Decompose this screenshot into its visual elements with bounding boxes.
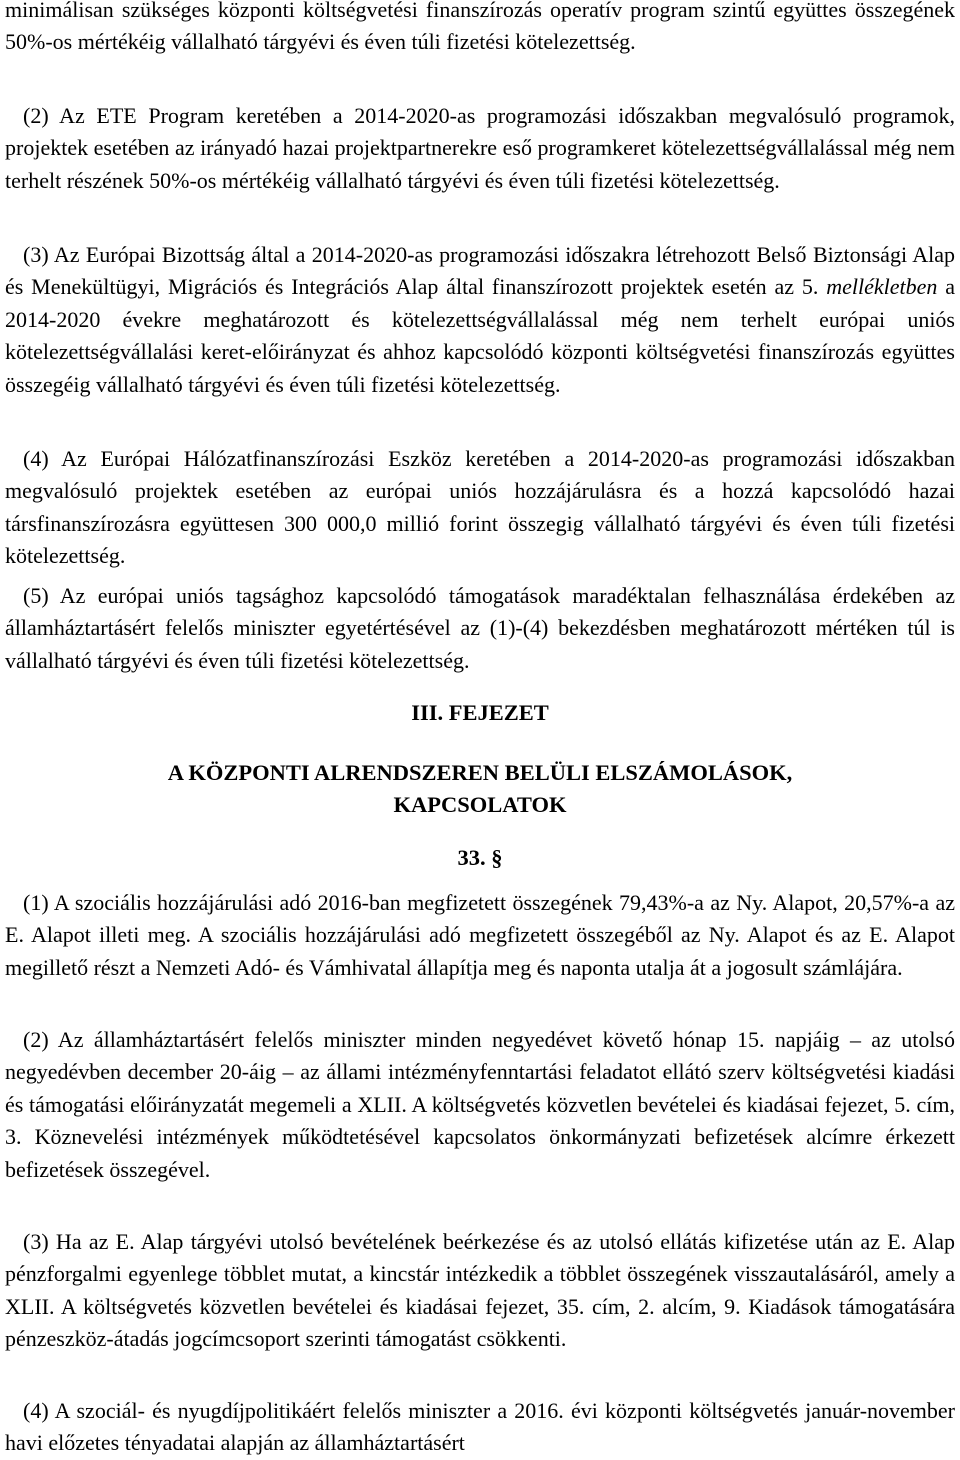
- section-paragraph-1: (1) A szociális hozzájárulási adó 2016-ban megfizetett összegének 79,43%-a az Ny. Alapot, 20,57%-a az E. Alapot illeti meg. A szociális hozzájárulási adó megfizetett összegéből az Ny. Alapot és az E. Alapot megillető részt a Nemzeti Adó- és Vámhivatal állapítja meg és naponta utalja át a jogosult számlájára.: [5, 890, 955, 980]
- paragraph-5: (5) Az európai uniós tagsághoz kapcsolódó támogatások maradéktalan felhasználása érdekében az államháztartásért felelős miniszter egyetértésével az (1)-(4) bekezdésben meghatározott mértéken túl is vállalható tárgyévi és éven túli fizetési kötelezettség.: [5, 583, 955, 673]
- chapter-title-line-1: A KÖZPONTI ALRENDSZEREN BELÜLI ELSZÁMOLÁSOK,: [167, 760, 793, 785]
- section-paragraph-2: (2) Az államháztartásért felelős miniszter minden negyedévet követő hónap 15. napjáig – az utolsó negyedévben december 20-áig – az állami intézményfenntartási feladatot ellátó szerv költségvetési kiadási és támogatási előirányzatát megemeli a XLII. A költségvetés közvetlen bevételei és kiadásai fejezet, 5. cím, 3. Köznevelési intézmények működtetésével kapcsolatos önkormányzati befizetések alcímre érkezett befizetések összegével.: [5, 1027, 955, 1182]
- paragraph-3: [5, 239, 955, 401]
- paragraph-4: (4) Az Európai Hálózatfinanszírozási Eszköz keretében a 2014-2020-as programozási időszakban megvalósuló projektek esetében az európai uniós hozzájárulásra és a hozzá kapcsolódó hazai társfinanszírozásra együttesen 300 000,0 millió forint összegig vállalható tárgyévi és éven túli fizetési kötelezettség.: [5, 446, 955, 569]
- paragraph-3-italic: mellékletben: [826, 274, 938, 300]
- section-paragraph-3: (3) Ha az E. Alap tárgyévi utolsó bevételének beérkezése és az utolsó ellátás kifizetése után az E. Alap pénzforgalmi egyenlege többlet mutat, a kincstár intézkedik a többlet összegének visszautalásáról, amely a XLII. A költségvetés közvetlen bevételei és kiadásai fejezet, 35. cím, 2. alcím, 9. Kiadások támogatására pénzeszköz-átadás jogcímcsoport szerinti támogatást csökkenti.: [5, 1229, 955, 1352]
- paragraph-3-text-a: (3) Az Európai Bizottság által a 2014-2020-as programozási időszakra létrehozott Belső Biztonsági Alap és Menekültügyi, Migrációs és Integrációs Alap által finanszírozott projektek esetén az 5.: [5, 242, 955, 300]
- section-paragraph-4: (4) A szociál- és nyugdíjpolitikáért felelős miniszter a 2016. évi központi költségvetés január-november havi előzetes tényadatai alapján az államháztartásért: [5, 1398, 955, 1456]
- paragraph-3-text-b: a 2014-2020 évekre meghatározott és kötelezettségvállalással még nem terhelt európai uniós kötelezettségvállalási keret-előirányzat és ahhoz kapcsolódó központi költségvetési finanszírozás együttes összegéig vállalható tárgyévi és éven túli fizetési kötelezettség.: [5, 274, 956, 397]
- chapter-title-line-2: KAPCSOLATOK: [393, 792, 567, 817]
- section-number: 33. §: [457, 845, 503, 870]
- chapter-number: III. FEJEZET: [411, 700, 549, 725]
- paragraph-continued: minimálisan szükséges központi költségvetési finanszírozás operatív program szintű együttes összegének 50%-os mértékéig vállalható tárgyévi és éven túli fizetési kötelezettség.: [5, 0, 955, 55]
- paragraph-2: (2) Az ETE Program keretében a 2014-2020-as programozási időszakban megvalósuló programok, projektek esetében az irányadó hazai projektpartnerekre eső programkeret kötelezettségvállalással még nem terhelt részének 50%-os mértékéig vállalható tárgyévi és éven túli fizetési kötelezettség.: [5, 103, 955, 193]
